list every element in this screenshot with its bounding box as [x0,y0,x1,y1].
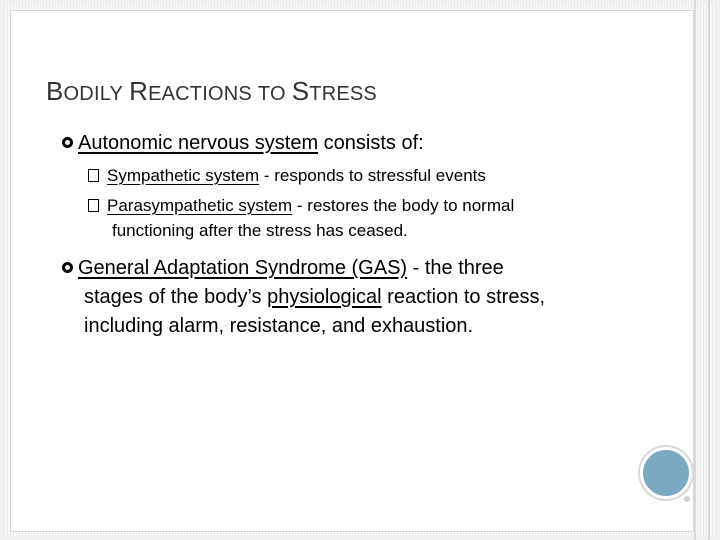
decorative-line [708,0,710,540]
sub-bullet-text: - responds to stressful events [259,166,486,185]
sub-bullet-term: Sympathetic system [107,166,260,185]
sub-bullet-parasympathetic [88,196,514,216]
title-text: TRESS [309,83,377,105]
title-text: TO [257,83,286,105]
box-bullet-icon [88,169,99,182]
sub-bullet-sympathetic [88,166,486,186]
decorative-line [694,0,696,540]
title-initial: R [129,76,149,106]
circle-bullet-icon [62,262,73,273]
bullet-text: stages of the body’s [84,286,268,308]
decorative-circle [640,447,692,499]
bullet-text: consists of: [318,132,424,154]
title-initial: B [46,76,64,106]
bullet-gas [62,254,662,341]
bullet-term: Autonomic nervous system [78,132,319,154]
box-bullet-icon [88,199,99,212]
sub-bullet-term: Parasympathetic system [107,196,293,215]
decorative-dot [684,496,690,502]
sub-bullet-text: - restores the body to normal [292,196,515,215]
bullet-text: - the three [407,257,504,279]
bullet-text: including alarm, resistance, and exhaustion. [84,315,474,337]
title-text: EACTIONS [148,83,252,105]
title-initial: S [291,76,310,106]
bullet-autonomic [62,132,424,155]
title-text: ODILY [63,83,124,105]
circle-bullet-icon [62,137,73,148]
bullet-term: physiological [267,286,382,308]
bullet-text: reaction to stress, [381,286,546,308]
sub-bullet-continuation: functioning after the stress has ceased. [112,221,408,240]
slide-title [46,76,377,107]
bullet-term: General Adaptation Syndrome (GAS) [78,257,408,279]
